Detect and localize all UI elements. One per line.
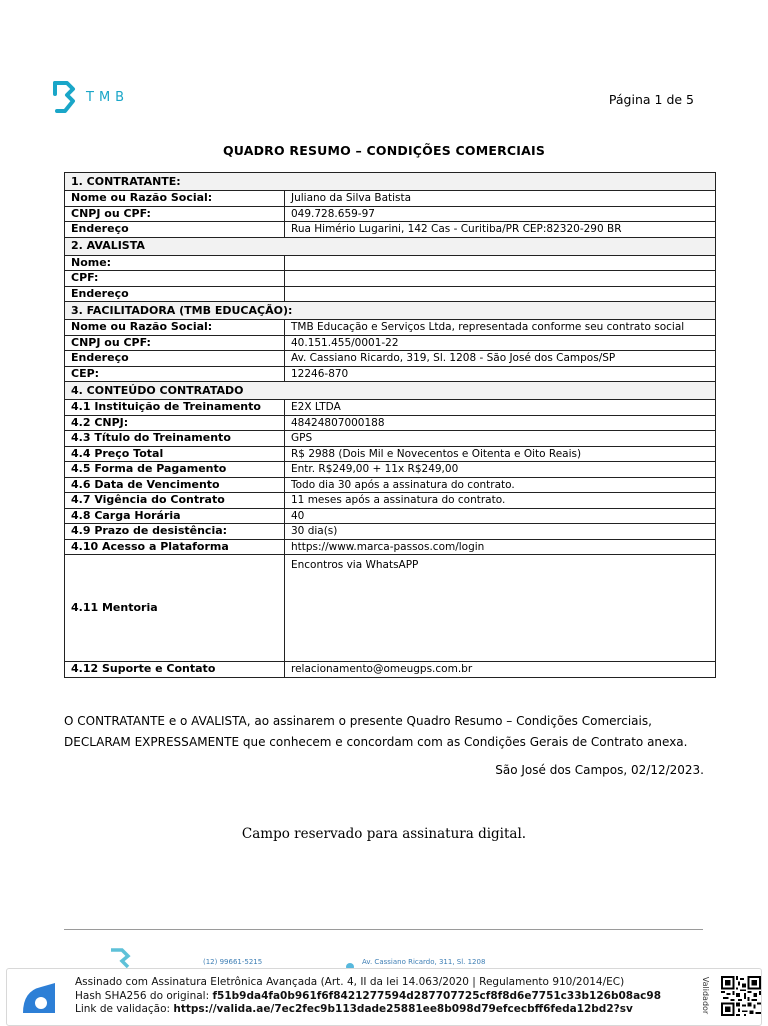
validator-label: Validador: [701, 976, 711, 1015]
signature-law-line: Assinado com Assinatura Eletrônica Avançada (Art. 4, II da lei 14.063/2020 | Regulamento 910/2014/EC): [75, 976, 625, 988]
field-value: 11 meses após a assinatura do contrato.: [285, 493, 716, 509]
table-row: [65, 462, 716, 478]
field-label: 4.12 Suporte e Contato: [65, 662, 285, 678]
hash-line: [75, 990, 661, 1004]
validation-link-label: Link de validação:: [75, 1003, 174, 1015]
table-row: [65, 335, 716, 351]
signature-provider-logo-icon: [17, 977, 61, 1017]
field-value: E2X LTDA: [285, 400, 716, 416]
table-row: [65, 191, 716, 207]
table-row: [65, 222, 716, 238]
table-row: [65, 524, 716, 540]
field-value: [285, 286, 716, 302]
field-value: Av. Cassiano Ricardo, 319, Sl. 1208 - São José dos Campos/SP: [285, 351, 716, 367]
section-header-conteudo: [65, 382, 716, 400]
field-label: CEP:: [65, 366, 285, 382]
table-row: [65, 508, 716, 524]
field-label: 4.1 Instituição de Treinamento: [65, 400, 285, 416]
validation-link-line: [75, 1003, 661, 1017]
footer-address: Av. Cassiano Ricardo, 311, Sl. 1208: [362, 958, 486, 966]
signature-field-note: Campo reservado para assinatura digital.: [241, 826, 527, 842]
table-row: [65, 555, 716, 662]
summary-table: [64, 172, 716, 678]
field-value: Rua Himério Lugarini, 142 Cas - Curitiba/PR CEP:82320-290 BR: [285, 222, 716, 238]
table-row: [65, 431, 716, 447]
hash-value: f51b9da4fa0b961f6f8421277594d287707725cf8f8d6e7751c33b126b08ac98: [212, 989, 662, 1002]
tmb-logo-icon: [52, 80, 78, 114]
table-row: [65, 539, 716, 555]
tmb-logo: [52, 80, 129, 114]
table-row: [65, 351, 716, 367]
table-row: [65, 400, 716, 416]
hash-label: Hash SHA256 do original:: [75, 989, 213, 1002]
footer-phone: (12) 99661-5215: [203, 958, 263, 966]
validation-link[interactable]: https://valida.ae/7ec2fec9b113dade25881ee8b098d79efcecbff6feda12bd2?sv: [173, 1003, 633, 1015]
field-value: 30 dia(s): [285, 524, 716, 540]
field-value: 40.151.455/0001-22: [285, 335, 716, 351]
table-row: [65, 255, 716, 271]
field-label: 4.9 Prazo de desistência:: [65, 524, 285, 540]
section-header-contratante: [65, 173, 716, 191]
section-header-facilitadora: [65, 302, 716, 320]
field-value: 40: [285, 508, 716, 524]
field-label: 4.4 Preço Total: [65, 446, 285, 462]
field-label: Nome ou Razão Social:: [65, 320, 285, 336]
field-value: TMB Educação e Serviços Ltda, representada conforme seu contrato social: [285, 320, 716, 336]
field-label: Endereço: [65, 286, 285, 302]
field-value: [285, 255, 716, 271]
e-signature-stamp: [6, 968, 762, 1026]
table-row: [65, 286, 716, 302]
page-number: Página 1 de 5: [608, 92, 694, 107]
place-date: São José dos Campos, 02/12/2023.: [495, 763, 704, 777]
table-row: [65, 493, 716, 509]
field-value: 12246-870: [285, 366, 716, 382]
field-label: 4.11 Mentoria: [65, 555, 285, 662]
table-row: [65, 271, 716, 287]
field-value: Entr. R$249,00 + 11x R$249,00: [285, 462, 716, 478]
field-label: Nome:: [65, 255, 285, 271]
field-label: Nome ou Razão Social:: [65, 191, 285, 207]
section-title: 2. AVALISTA: [65, 237, 716, 255]
field-value: relacionamento@omeugps.com.br: [285, 662, 716, 678]
declaration-paragraph: O CONTRATANTE e o AVALISTA, ao assinarem o presente Quadro Resumo – Condições Comerciais, DECLARAM EXPRESSAMENTE que conhecem e concordam com as Condições Gerais de Contrato anexa.: [64, 714, 688, 749]
field-value: [285, 271, 716, 287]
field-label: 4.8 Carga Horária: [65, 508, 285, 524]
table-row: [65, 206, 716, 222]
field-label: Endereço: [65, 351, 285, 367]
footer-divider: [64, 929, 703, 930]
field-label: 4.5 Forma de Pagamento: [65, 462, 285, 478]
field-label: 4.2 CNPJ:: [65, 415, 285, 431]
field-label: CPF:: [65, 271, 285, 287]
field-value: R$ 2988 (Dois Mil e Novecentos e Oitenta e Oito Reais): [285, 446, 716, 462]
field-value: Juliano da Silva Batista: [285, 191, 716, 207]
section-title: 3. FACILITADORA (TMB EDUCAÇÃO):: [65, 302, 716, 320]
section-header-avalista: [65, 237, 716, 255]
field-value: GPS: [285, 431, 716, 447]
table-row: [65, 477, 716, 493]
signature-details: [75, 976, 661, 1017]
document-title: QUADRO RESUMO – CONDIÇÕES COMERCIAIS: [222, 143, 546, 158]
table-row: [65, 320, 716, 336]
field-label: 4.6 Data de Vencimento: [65, 477, 285, 493]
field-value: Encontros via WhatsAPP: [285, 555, 716, 662]
table-row: [65, 415, 716, 431]
field-value: https://www.marca-passos.com/login: [285, 539, 716, 555]
table-row: [65, 446, 716, 462]
field-label: Endereço: [65, 222, 285, 238]
field-label: 4.7 Vigência do Contrato: [65, 493, 285, 509]
field-value: Todo dia 30 após a assinatura do contrato.: [285, 477, 716, 493]
qr-code-icon[interactable]: [721, 976, 761, 1016]
field-label: CNPJ ou CPF:: [65, 335, 285, 351]
field-label: 4.10 Acesso a Plataforma: [65, 539, 285, 555]
section-title: 1. CONTRATANTE:: [65, 173, 716, 191]
logo-text: TMB: [86, 89, 130, 105]
field-label: 4.3 Título do Treinamento: [65, 431, 285, 447]
field-value: 049.728.659-97: [285, 206, 716, 222]
section-title: 4. CONTEÚDO CONTRATADO: [65, 382, 716, 400]
field-value: 48424807000188: [285, 415, 716, 431]
table-row: [65, 662, 716, 678]
table-row: [65, 366, 716, 382]
field-label: CNPJ ou CPF:: [65, 206, 285, 222]
